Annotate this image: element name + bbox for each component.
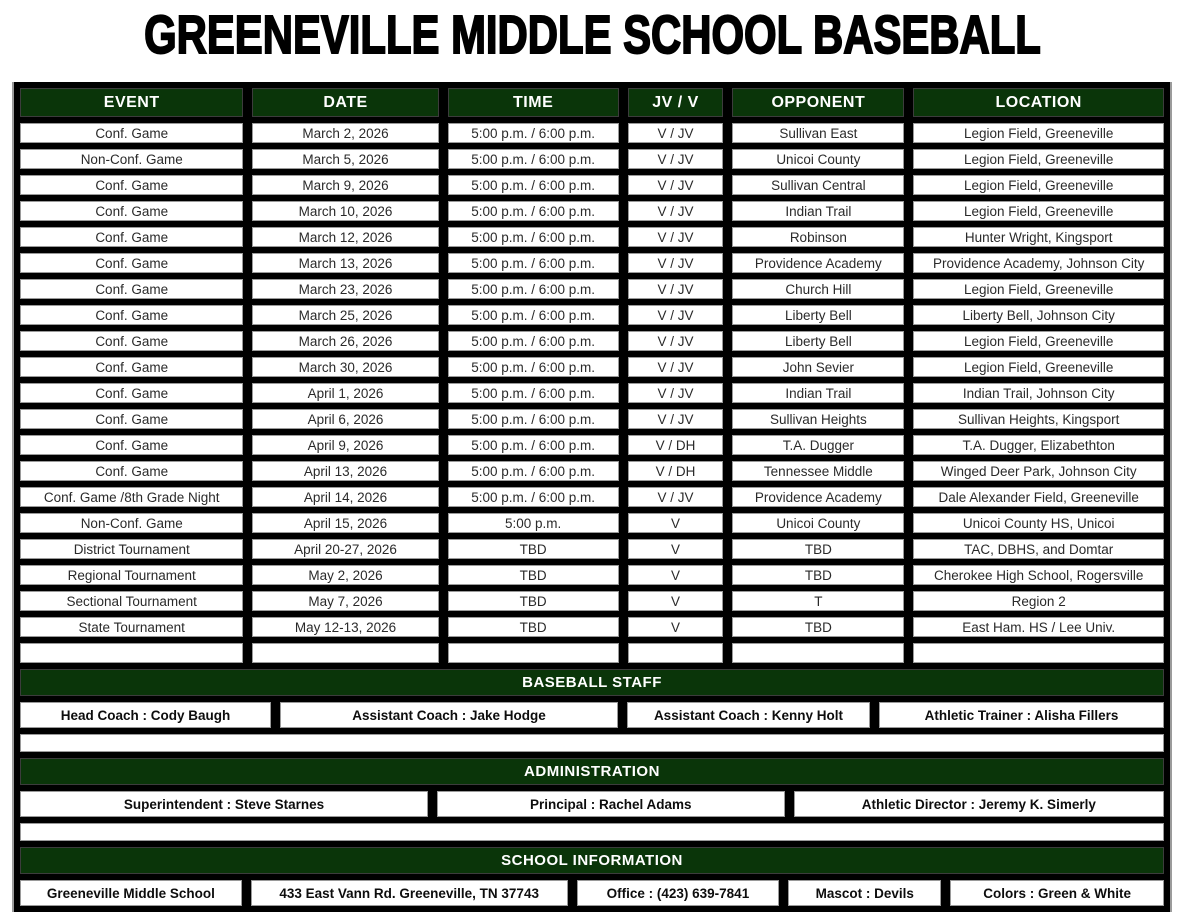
schedule-cell: T.A. Dugger, Elizabethton — [913, 435, 1164, 455]
schedule-cell: Providence Academy — [732, 253, 904, 273]
schedule-cell: Liberty Bell — [732, 305, 904, 325]
schedule-cell: 5:00 p.m. / 6:00 p.m. — [448, 331, 619, 351]
schedule-cell: V / JV — [628, 201, 724, 221]
schedule-cell: Conf. Game — [20, 435, 243, 455]
schedule-cell: March 30, 2026 — [252, 357, 438, 377]
section-spacer — [20, 734, 1164, 752]
schedule-cell: Conf. Game — [20, 279, 243, 299]
schedule-cell: TBD — [732, 539, 904, 559]
schedule-row — [20, 461, 1164, 481]
schedule-cell — [628, 643, 724, 663]
school-info-cell: Greeneville Middle School — [20, 880, 242, 906]
blank-row — [20, 643, 1164, 663]
schedule-cell: Tennessee Middle — [732, 461, 904, 481]
schedule-cell: March 12, 2026 — [252, 227, 438, 247]
schedule-cell — [252, 643, 438, 663]
schedule-cell: V / JV — [628, 357, 724, 377]
schedule-cell: April 1, 2026 — [252, 383, 438, 403]
schedule-cell: Conf. Game — [20, 253, 243, 273]
schedule-cell: V — [628, 591, 724, 611]
schedule-cell: March 25, 2026 — [252, 305, 438, 325]
schedule-cell: 5:00 p.m. / 6:00 p.m. — [448, 201, 619, 221]
schedule-row — [20, 383, 1164, 403]
schedule-cell: March 23, 2026 — [252, 279, 438, 299]
schedule-cell: V / JV — [628, 149, 724, 169]
schedule-cell — [448, 643, 619, 663]
schedule-cell: Unicoi County — [732, 149, 904, 169]
schedule-cell: TBD — [448, 565, 619, 585]
schedule-cell: Conf. Game — [20, 305, 243, 325]
column-header: EVENT — [20, 88, 243, 117]
schedule-row — [20, 513, 1164, 533]
schedule-cell: 5:00 p.m. / 6:00 p.m. — [448, 461, 619, 481]
schedule-cell: State Tournament — [20, 617, 243, 637]
schedule-cell: V — [628, 565, 724, 585]
schedule-cell: East Ham. HS / Lee Univ. — [913, 617, 1164, 637]
school-info-cell: Colors : Green & White — [950, 880, 1164, 906]
schedule-cell: 5:00 p.m. / 6:00 p.m. — [448, 175, 619, 195]
schedule-cell: Winged Deer Park, Johnson City — [913, 461, 1164, 481]
schedule-cell: April 13, 2026 — [252, 461, 438, 481]
column-header: TIME — [448, 88, 619, 117]
schedule-cell: District Tournament — [20, 539, 243, 559]
staff-section-header: BASEBALL STAFF — [20, 669, 1164, 696]
schedule-cell: Conf. Game — [20, 175, 243, 195]
schedule-cell: Conf. Game — [20, 123, 243, 143]
schedule-cell: Conf. Game /8th Grade Night — [20, 487, 243, 507]
schedule-cell: Sullivan Central — [732, 175, 904, 195]
schedule-cell: March 13, 2026 — [252, 253, 438, 273]
schedule-cell: V / JV — [628, 123, 724, 143]
schedule-cell: V / JV — [628, 409, 724, 429]
schedule-cell: 5:00 p.m. / 6:00 p.m. — [448, 253, 619, 273]
schedule-cell: V — [628, 539, 724, 559]
schedule-cell: T — [732, 591, 904, 611]
column-header: LOCATION — [913, 88, 1164, 117]
schedule-row — [20, 279, 1164, 299]
schedule-cell: TBD — [732, 565, 904, 585]
schedule-cell: Conf. Game — [20, 357, 243, 377]
schedule-cell: Cherokee High School, Rogersville — [913, 565, 1164, 585]
school-info-cell: 433 East Vann Rd. Greeneville, TN 37743 — [251, 880, 568, 906]
schedule-board — [14, 82, 1170, 912]
administration-member-cell: Athletic Director : Jeremy K. Simerly — [794, 791, 1164, 817]
schedule-cell: V / JV — [628, 253, 724, 273]
schedule-cell: Sectional Tournament — [20, 591, 243, 611]
administration-section-header: ADMINISTRATION — [20, 758, 1164, 785]
schedule-cell: V / JV — [628, 175, 724, 195]
column-header: DATE — [252, 88, 438, 117]
schedule-cell: V / JV — [628, 383, 724, 403]
schedule-row — [20, 487, 1164, 507]
schedule-cell: V / JV — [628, 305, 724, 325]
schedule-cell: March 10, 2026 — [252, 201, 438, 221]
schedule-cell: 5:00 p.m. / 6:00 p.m. — [448, 279, 619, 299]
schedule-row — [20, 253, 1164, 273]
schedule-row — [20, 409, 1164, 429]
schedule-cell: V / DH — [628, 461, 724, 481]
schedule-cell: Indian Trail — [732, 383, 904, 403]
schedule-cell: 5:00 p.m. / 6:00 p.m. — [448, 357, 619, 377]
schedule-cell: Robinson — [732, 227, 904, 247]
schedule-cell: Unicoi County HS, Unicoi — [913, 513, 1164, 533]
schedule-cell: 5:00 p.m. / 6:00 p.m. — [448, 123, 619, 143]
schedule-cell: Regional Tournament — [20, 565, 243, 585]
schedule-cell: Church Hill — [732, 279, 904, 299]
schedule-cell: Sullivan Heights, Kingsport — [913, 409, 1164, 429]
schedule-cell: Legion Field, Greeneville — [913, 331, 1164, 351]
schedule-cell: Liberty Bell — [732, 331, 904, 351]
schedule-cell: Legion Field, Greeneville — [913, 357, 1164, 377]
schedule-cell: 5:00 p.m. / 6:00 p.m. — [448, 305, 619, 325]
schedule-cell: Conf. Game — [20, 331, 243, 351]
section-spacer — [20, 823, 1164, 841]
schedule-row — [20, 591, 1164, 611]
column-header: OPPONENT — [732, 88, 904, 117]
schedule-row — [20, 565, 1164, 585]
schedule-cell: May 7, 2026 — [252, 591, 438, 611]
schedule-cell: 5:00 p.m. / 6:00 p.m. — [448, 409, 619, 429]
staff-row — [20, 702, 1164, 728]
schedule-cell: V / JV — [628, 487, 724, 507]
schedule-cell: April 15, 2026 — [252, 513, 438, 533]
administration-row — [20, 791, 1164, 817]
schedule-row — [20, 149, 1164, 169]
schedule-cell: Providence Academy, Johnson City — [913, 253, 1164, 273]
schedule-cell: Conf. Game — [20, 409, 243, 429]
schedule-row — [20, 357, 1164, 377]
schedule-cell — [20, 643, 243, 663]
schedule-cell: Sullivan Heights — [732, 409, 904, 429]
schedule-row — [20, 539, 1164, 559]
school-info-row — [20, 880, 1164, 906]
schedule-cell: April 9, 2026 — [252, 435, 438, 455]
schedule-cell: Dale Alexander Field, Greeneville — [913, 487, 1164, 507]
schedule-cell: March 5, 2026 — [252, 149, 438, 169]
school-info-section-header: SCHOOL INFORMATION — [20, 847, 1164, 874]
schedule-header-row — [20, 88, 1164, 117]
schedule-cell: Non-Conf. Game — [20, 149, 243, 169]
schedule-cell: April 6, 2026 — [252, 409, 438, 429]
schedule-cell: 5:00 p.m. / 6:00 p.m. — [448, 227, 619, 247]
schedule-cell: TBD — [448, 539, 619, 559]
schedule-row — [20, 201, 1164, 221]
schedule-cell: 5:00 p.m. / 6:00 p.m. — [448, 149, 619, 169]
schedule-cell: T.A. Dugger — [732, 435, 904, 455]
schedule-cell: Legion Field, Greeneville — [913, 175, 1164, 195]
schedule-cell: Legion Field, Greeneville — [913, 123, 1164, 143]
schedule-cell: TBD — [448, 617, 619, 637]
schedule-cell: Legion Field, Greeneville — [913, 201, 1164, 221]
staff-member-cell: Athletic Trainer : Alisha Fillers — [879, 702, 1164, 728]
column-header: JV / V — [628, 88, 724, 117]
administration-member-cell: Principal : Rachel Adams — [437, 791, 785, 817]
schedule-cell: Indian Trail — [732, 201, 904, 221]
schedule-cell: Liberty Bell, Johnson City — [913, 305, 1164, 325]
staff-member-cell: Assistant Coach : Jake Hodge — [280, 702, 618, 728]
schedule-cell: 5:00 p.m. / 6:00 p.m. — [448, 487, 619, 507]
schedule-cell: V — [628, 513, 724, 533]
schedule-cell: V / JV — [628, 279, 724, 299]
schedule-cell: April 14, 2026 — [252, 487, 438, 507]
schedule-cell: TAC, DBHS, and Domtar — [913, 539, 1164, 559]
schedule-cell: Conf. Game — [20, 227, 243, 247]
schedule-cell: March 9, 2026 — [252, 175, 438, 195]
school-info-cell: Office : (423) 639-7841 — [577, 880, 780, 906]
schedule-row — [20, 617, 1164, 637]
schedule-cell: April 20-27, 2026 — [252, 539, 438, 559]
schedule-cell: TBD — [732, 617, 904, 637]
schedule-cell: 5:00 p.m. — [448, 513, 619, 533]
schedule-cell: John Sevier — [732, 357, 904, 377]
schedule-cell: March 26, 2026 — [252, 331, 438, 351]
schedule-cell: March 2, 2026 — [252, 123, 438, 143]
schedule-cell: Unicoi County — [732, 513, 904, 533]
school-info-cell: Mascot : Devils — [788, 880, 941, 906]
schedule-cell: 5:00 p.m. / 6:00 p.m. — [448, 435, 619, 455]
schedule-cell: Non-Conf. Game — [20, 513, 243, 533]
schedule-row — [20, 305, 1164, 325]
schedule-cell — [913, 643, 1164, 663]
schedule-cell: May 2, 2026 — [252, 565, 438, 585]
schedule-cell: Indian Trail, Johnson City — [913, 383, 1164, 403]
schedule-cell: Region 2 — [913, 591, 1164, 611]
schedule-row — [20, 175, 1164, 195]
schedule-cell: Providence Academy — [732, 487, 904, 507]
schedule-cell: Conf. Game — [20, 461, 243, 481]
administration-member-cell: Superintendent : Steve Starnes — [20, 791, 428, 817]
schedule-cell: TBD — [448, 591, 619, 611]
page-title: GREENEVILLE MIDDLE SCHOOL BASEBALL — [144, 4, 1041, 66]
schedule-cell: V / JV — [628, 331, 724, 351]
schedule-cell: Conf. Game — [20, 383, 243, 403]
schedule-row — [20, 123, 1164, 143]
schedule-cell: 5:00 p.m. / 6:00 p.m. — [448, 383, 619, 403]
staff-member-cell: Head Coach : Cody Baugh — [20, 702, 271, 728]
schedule-cell: Legion Field, Greeneville — [913, 279, 1164, 299]
schedule-cell: V / DH — [628, 435, 724, 455]
schedule-cell: V — [628, 617, 724, 637]
schedule-row — [20, 331, 1164, 351]
staff-member-cell: Assistant Coach : Kenny Holt — [627, 702, 870, 728]
schedule-cell: Conf. Game — [20, 201, 243, 221]
schedule-cell: V / JV — [628, 227, 724, 247]
schedule-row — [20, 435, 1164, 455]
schedule-cell: May 12-13, 2026 — [252, 617, 438, 637]
schedule-cell — [732, 643, 904, 663]
schedule-cell: Legion Field, Greeneville — [913, 149, 1164, 169]
schedule-cell: Sullivan East — [732, 123, 904, 143]
schedule-row — [20, 227, 1164, 247]
schedule-cell: Hunter Wright, Kingsport — [913, 227, 1164, 247]
